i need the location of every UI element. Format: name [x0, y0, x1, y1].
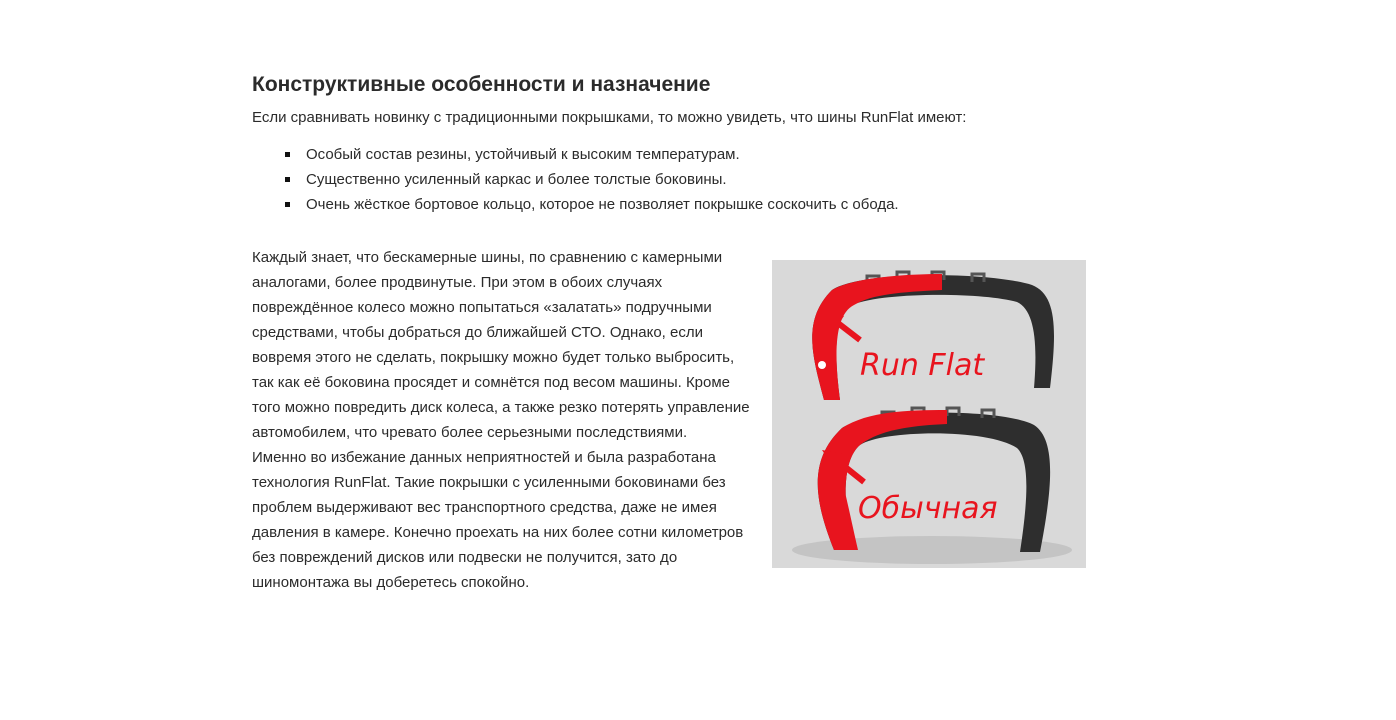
article: [252, 70, 1092, 591]
runflat-label: Run Flat: [860, 348, 985, 383]
list-item: [252, 192, 1092, 217]
tire-comparison-image: [772, 260, 1086, 568]
body-text: [252, 245, 757, 595]
bullet-icon: [285, 152, 290, 157]
features-list: [252, 142, 1092, 217]
list-item-text: Очень жёсткое бортовое кольцо, которое не позволяет покрышке соскочить с обода.: [306, 196, 899, 213]
list-item: [252, 142, 1092, 167]
bullet-icon: [285, 177, 290, 182]
section-heading: Конструктивные особенности и назначение: [252, 73, 711, 96]
list-item: [252, 167, 1092, 192]
list-item-text: Существенно усиленный каркас и более толстые боковины.: [306, 171, 727, 188]
paragraph: Каждый знает, что бескамерные шины, по сравнению с камерными аналогами, более продвинутые. При этом в обоих случаях повреждённое колесо можно попытаться «залатать» подручными средствами, чтобы добраться до ближайшей СТО. Однако, если вовремя этого не сделать, покрышку можно будет только выбросить, так как её боковина просядет и сомнётся под весом машины. Кроме того можно повредить диск колеса, а также резко потерять управление автомобилем, что чревато более серьезными последствиями.: [252, 249, 750, 441]
bullet-icon: [285, 202, 290, 207]
intro-text: Если сравнивать новинку с традиционными покрышками, то можно увидеть, что шины RunFlat имеют:: [252, 109, 967, 126]
regular-label: Обычная: [858, 491, 998, 526]
list-item-text: Особый состав резины, устойчивый к высоким температурам.: [306, 146, 740, 163]
paragraph: Именно во избежание данных неприятностей и была разработана технология RunFlat. Такие покрышки с усиленными боковинами без проблем выдерживают вес транспортного средства, даже не имея давления в камере. Конечно проехать на них более сотни километров без повреждений дисков или подвески не получится, зато до шиномонтажа вы доберетесь спокойно.: [252, 449, 744, 591]
